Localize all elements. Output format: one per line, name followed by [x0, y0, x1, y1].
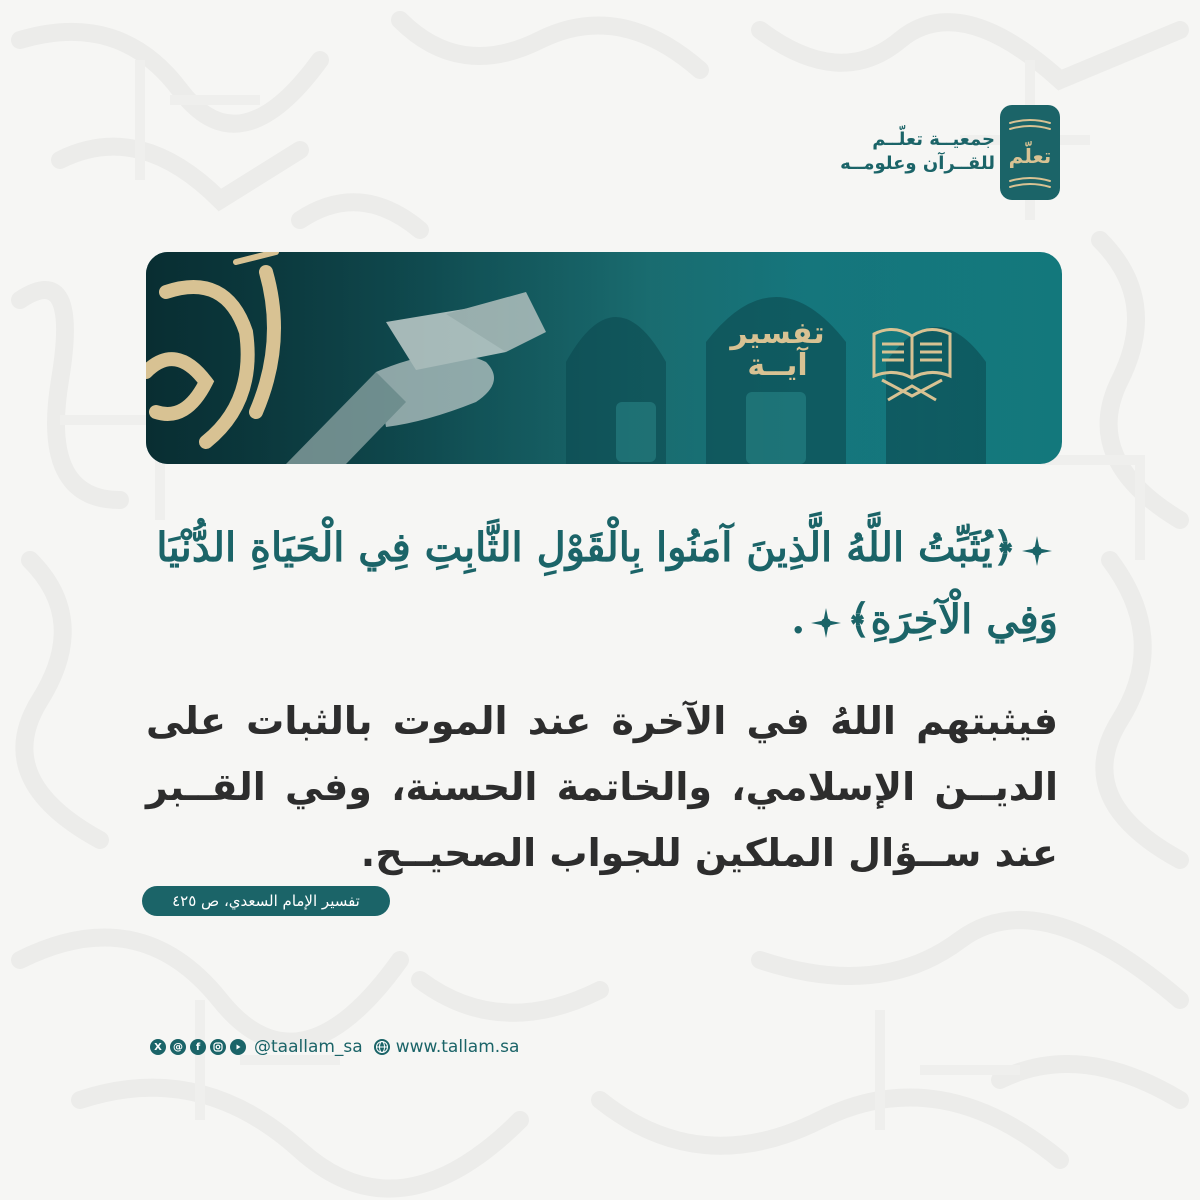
banner-art — [146, 252, 1062, 464]
org-name — [820, 128, 995, 176]
tafsir-text: فيثبتهم اللهُ في الآخرة عند الموت بالثبات على الديــن الإسلامي، والخاتمة الحسنة، وفي القــبر عند ســؤال الملكين للجواب الصحيــح. — [146, 699, 1058, 875]
source-badge: تفسير الإمام السعدي، ص ٤٢٥ — [142, 886, 390, 916]
verse-ornament-icon — [811, 608, 841, 638]
banner — [146, 252, 1062, 464]
verse-text: يُثَبِّتُ اللَّهُ الَّذِينَ آمَنُوا بِالْقَوْلِ الثَّابِتِ فِي الْحَيَاةِ الدُّنْيَا وَفِي الْآخِرَةِ — [156, 524, 1058, 643]
banner-title-line2: آيــة — [747, 348, 808, 383]
verse-open-bracket: ﴿ — [992, 524, 1016, 571]
footer — [150, 1036, 519, 1058]
website-link[interactable]: www.tallam.sa — [395, 1037, 520, 1057]
verse-end-mark: . — [791, 596, 806, 643]
verse-ornament-icon — [1022, 536, 1052, 566]
x-icon[interactable]: X — [150, 1039, 166, 1055]
logo-mark-text: تعلّم — [1008, 144, 1052, 168]
verse-close-bracket: ﴾ — [847, 596, 871, 643]
logo-badge — [1000, 105, 1060, 200]
globe-icon — [373, 1038, 391, 1056]
facebook-icon[interactable]: f — [190, 1039, 206, 1055]
threads-icon[interactable]: @ — [170, 1039, 186, 1055]
banner-title-line1: تفسير — [730, 316, 825, 351]
instagram-icon[interactable] — [210, 1039, 226, 1055]
social-handle[interactable]: @taallam_sa — [254, 1037, 363, 1057]
org-name-line1: جمعيــة تعلّــم — [872, 129, 995, 150]
logo-mark-icon — [1000, 105, 1060, 200]
quran-verse — [146, 512, 1058, 656]
org-name-line2: للقــرآن وعلومــه — [840, 153, 995, 174]
youtube-icon[interactable] — [230, 1039, 246, 1055]
banner-title — [730, 318, 825, 382]
